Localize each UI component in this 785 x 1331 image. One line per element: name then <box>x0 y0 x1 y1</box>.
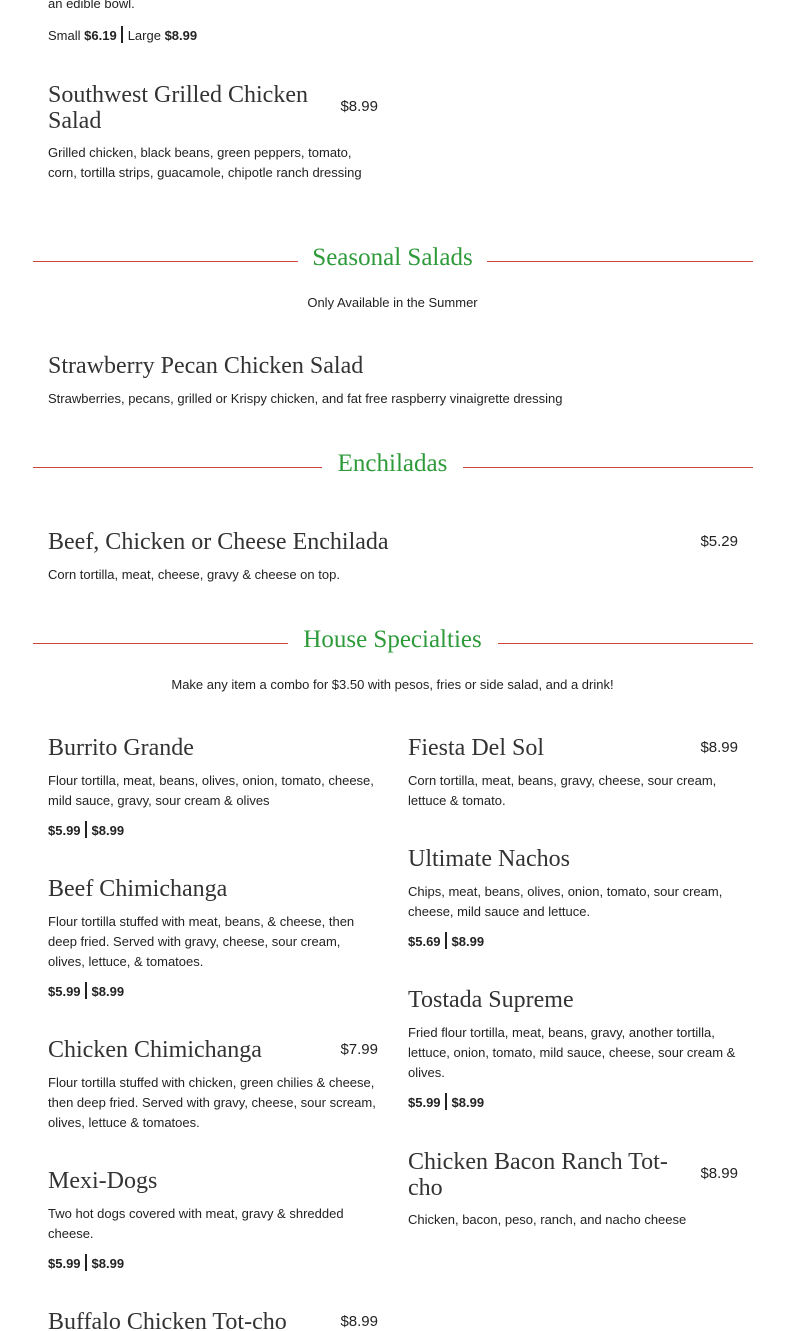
menu-item-name: Chicken Chimichanga <box>48 1037 262 1063</box>
menu-item-price: $8.99 <box>700 1165 738 1182</box>
size-prices <box>48 26 378 46</box>
divider <box>85 982 87 999</box>
divider <box>85 821 87 838</box>
price-small: $5.69 <box>408 934 441 949</box>
menu-item-description: Two hot dogs covered with meat, gravy & shredded cheese. <box>48 1206 344 1241</box>
price-large: $8.99 <box>164 28 198 43</box>
price-small: $5.99 <box>48 1256 81 1271</box>
menu-item-description: Corn tortilla, meat, beans, gravy, cheese, sour cream, lettuce & tomato. <box>408 773 717 808</box>
size-prices <box>48 821 124 841</box>
menu-item-name: Southwest Grilled Chicken Salad <box>48 82 308 134</box>
menu-item-description: Grilled chicken, black beans, green peppers, tomato, corn, tortilla strips, guacamole, chipotle ranch dressing <box>48 145 362 180</box>
size-prices <box>48 1254 124 1274</box>
menu-item-name: Mexi-Dogs <box>48 1168 158 1194</box>
menu-item-name: Beef Chimichanga <box>48 876 228 902</box>
section-title-enchiladas: Enchiladas <box>337 450 448 477</box>
menu-item-description: Chips, meat, beans, olives, onion, tomato, sour cream, cheese, mild sauce and lettuce. <box>408 884 723 919</box>
section-note: Only Available in the Summer <box>307 295 478 310</box>
price-large: $8.99 <box>451 1095 485 1110</box>
menu-item-name: Fiesta Del Sol <box>408 735 544 761</box>
size-prices <box>408 1093 484 1113</box>
section-title-seasonal: Seasonal Salads <box>312 244 473 271</box>
menu-item-price: $5.29 <box>700 533 738 550</box>
size-label-large: Large <box>127 28 161 43</box>
divider <box>445 1093 447 1110</box>
menu-item-description: Chicken, bacon, peso, ranch, and nacho cheese <box>408 1212 687 1227</box>
menu-item-name: Beef, Chicken or Cheese Enchilada <box>48 529 389 555</box>
menu-item-name: Strawberry Pecan Chicken Salad <box>48 353 364 379</box>
price-small: $5.99 <box>408 1095 441 1110</box>
price-large: $8.99 <box>451 934 485 949</box>
price-large: $8.99 <box>91 1256 125 1271</box>
price-large: $8.99 <box>91 823 125 838</box>
size-label-small: Small <box>48 28 81 43</box>
menu-item-name: Tostada Supreme <box>408 987 574 1013</box>
menu-item-price: $8.99 <box>700 739 738 756</box>
menu-item-description: Flour tortilla, meat, beans, olives, onion, tomato, cheese, mild sauce, gravy, sour cream & olives <box>48 773 374 808</box>
divider <box>85 1254 87 1271</box>
menu-item-price: $8.99 <box>340 98 378 115</box>
menu-item-description: Strawberries, pecans, grilled or Krispy chicken, and fat free raspberry vinaigrette dressing <box>48 391 563 406</box>
menu-item-description: an edible bowl. <box>48 0 135 11</box>
menu-item-description: Fried flour tortilla, meat, beans, gravy, another tortilla, lettuce, onion, tomato, mild sauce, cheese, sour cream & olives. <box>408 1025 736 1080</box>
menu-item-description: Corn tortilla, meat, cheese, gravy & cheese on top. <box>48 567 340 582</box>
section-title-house-specialties: House Specialties <box>303 626 482 653</box>
section-divider-right <box>487 261 753 262</box>
menu-item-name: Buffalo Chicken Tot-cho <box>48 1309 287 1331</box>
price-small: $5.99 <box>48 984 81 999</box>
section-divider-right <box>498 643 753 644</box>
price-small: $6.19 <box>84 28 117 43</box>
menu-item-price: $7.99 <box>340 1041 378 1058</box>
section-divider-right <box>463 467 753 468</box>
divider <box>121 26 123 43</box>
menu-item-description: Flour tortilla stuffed with meat, beans, & cheese, then deep fried. Served with gravy, cheese, sour cream, olives, lettuce, & tomatoes. <box>48 914 355 969</box>
price-small: $5.99 <box>48 823 81 838</box>
menu-item-name: Burrito Grande <box>48 735 194 761</box>
menu-item-name: Ultimate Nachos <box>408 846 570 872</box>
menu-item-description: Flour tortilla stuffed with chicken, green chilies & cheese, then deep fried. Served with gravy, cheese, sour scream, olives, lettuce & tomatoes. <box>48 1075 376 1130</box>
divider <box>445 932 447 949</box>
menu-item-name: Chicken Bacon Ranch Tot-cho <box>408 1149 668 1201</box>
size-prices <box>408 932 484 952</box>
size-prices <box>48 982 124 1002</box>
menu-item-price: $8.99 <box>340 1313 378 1330</box>
price-large: $8.99 <box>91 984 125 999</box>
section-note: Make any item a combo for $3.50 with pesos, fries or side salad, and a drink! <box>171 677 614 692</box>
